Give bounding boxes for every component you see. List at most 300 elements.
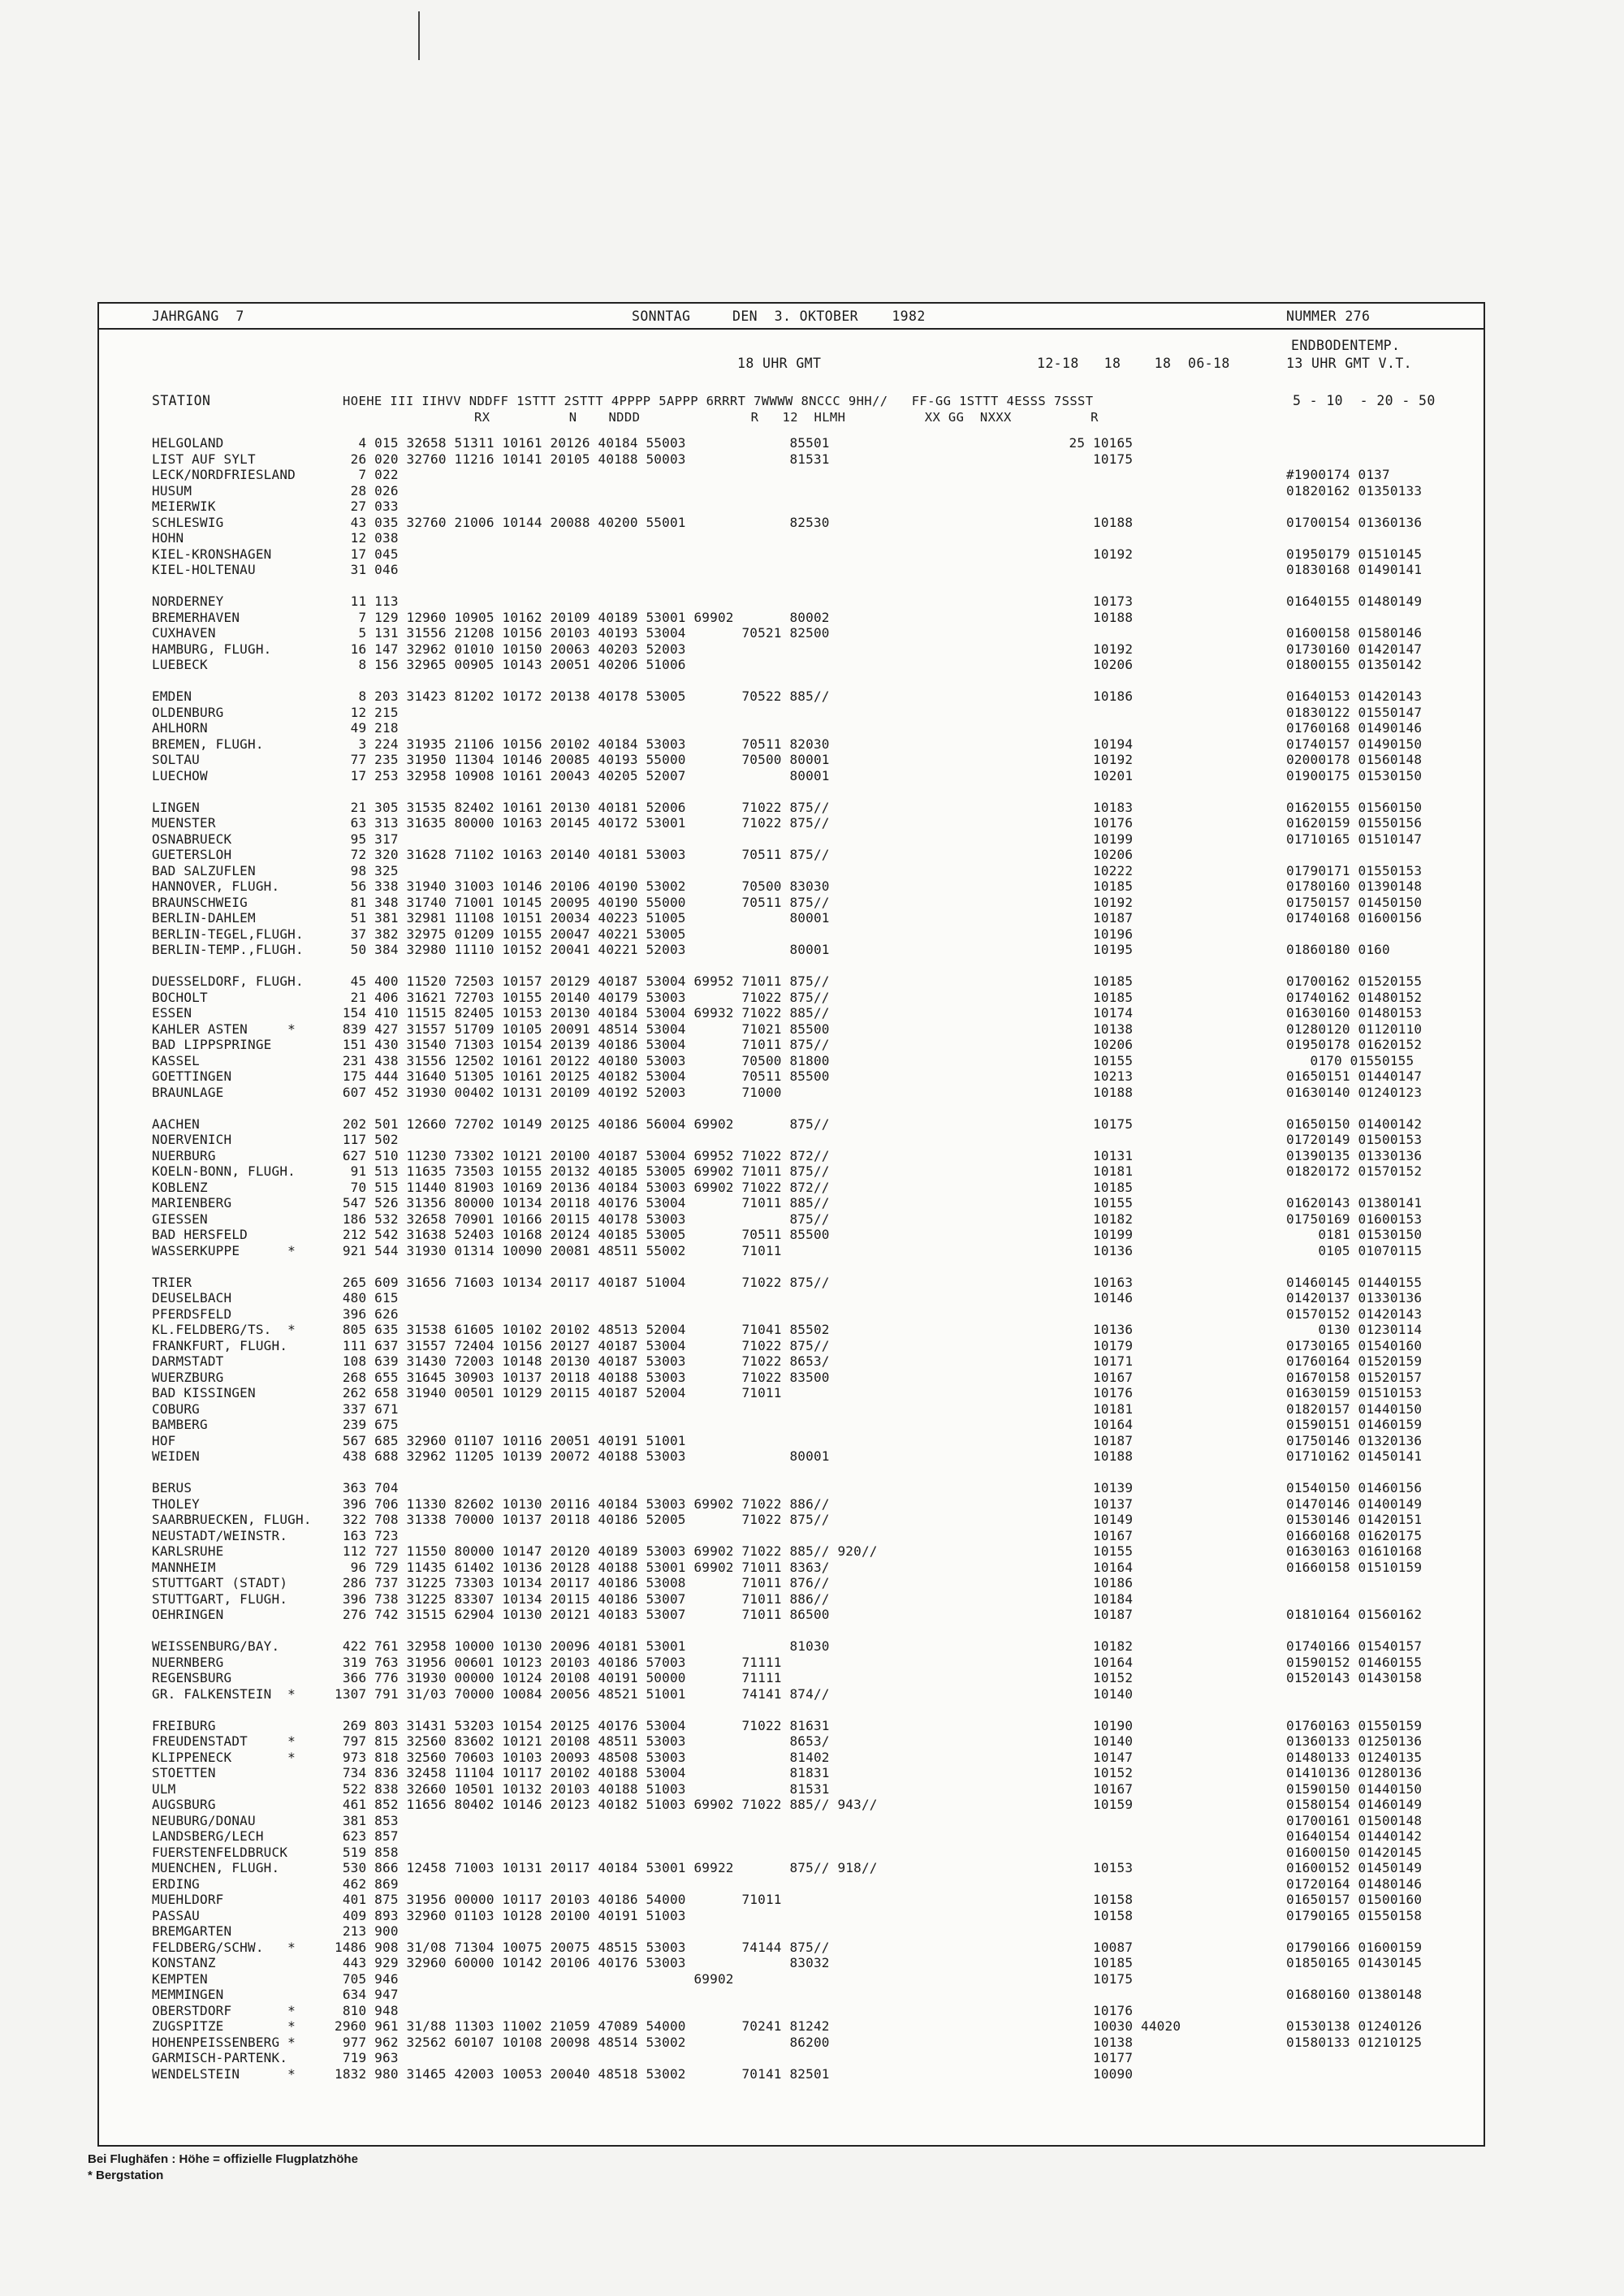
station-name: PASSAU: [152, 1907, 200, 1923]
synop-row: 438 688 32962 11205 10139 20072 40188 53003 80001: [335, 1448, 830, 1464]
station-name: HELGOLAND: [152, 435, 224, 451]
synop-row: 268 655 31645 30903 10137 20118 40188 53003 71022 83500: [335, 1369, 830, 1385]
group-spacer: [152, 578, 312, 594]
station-name: KOBLENZ: [152, 1179, 208, 1195]
station-name: COBURG: [152, 1400, 200, 1417]
synop-row: 12 215: [335, 704, 399, 720]
group-spacer: [1286, 530, 1422, 546]
station-name: BREMEN, FLUGH.: [152, 736, 264, 752]
group-spacer: [335, 1258, 878, 1275]
footnote-mountain-station: * Bergstation: [88, 2169, 164, 2182]
period-row: 10131: [1045, 1147, 1134, 1163]
synop-row: 522 838 32660 10501 10132 20103 40188 51003 81531: [335, 1780, 830, 1797]
station-name: MARIENBERG: [152, 1195, 232, 1211]
station-name: PFERDSFELD: [152, 1306, 232, 1322]
group-spacer: [1286, 1465, 1422, 1481]
station-name: BREMERHAVEN: [152, 609, 240, 625]
station-name: ULM: [152, 1780, 176, 1797]
period-row: 10192: [1045, 752, 1134, 767]
period-row: 10199: [1045, 831, 1134, 847]
period-row: 10167: [1045, 1369, 1134, 1385]
soil-temp-row: 01740166 01540157: [1286, 1638, 1423, 1654]
period-row: 10153: [1045, 1860, 1134, 1875]
soil-temp-row: 01480133 01240135: [1286, 1749, 1423, 1765]
period-row: 10177: [1045, 2050, 1134, 2065]
station-name: OEHRINGEN: [152, 1607, 224, 1622]
synop-row: 276 742 31515 62904 10130 20121 40183 53007 71011 86500: [335, 1607, 830, 1622]
period-row: 10138: [1045, 2034, 1134, 2050]
station-name: NUERNBERG: [152, 1654, 224, 1670]
group-spacer: [1286, 1180, 1422, 1196]
soil-temp-row: 01590150 01440150: [1286, 1780, 1423, 1797]
period-row: 10206: [1045, 847, 1134, 862]
soil-temp-row: 01740168 01600156: [1286, 910, 1423, 926]
synop-row: 567 685 32960 01107 10116 20051 40191 51001: [335, 1432, 686, 1448]
station-name: MEMMINGEN: [152, 1987, 224, 2002]
soil-temp-row: 01790171 01550153: [1286, 862, 1423, 878]
issue-number: NUMMER 276: [1286, 309, 1371, 324]
group-spacer: [1286, 673, 1422, 689]
synop-row: 213 900: [335, 1923, 399, 1939]
synop-row: 396 626: [335, 1306, 399, 1322]
group-spacer: [152, 1258, 312, 1275]
period-row: 10139: [1045, 1480, 1134, 1495]
synop-row: 17 253 32958 10908 10161 20043 40205 52007 80001: [335, 767, 830, 783]
group-spacer: [1286, 926, 1422, 943]
station-name: ESSEN: [152, 1005, 192, 1021]
group-spacer: [1286, 451, 1422, 468]
period-row: 10185: [1045, 878, 1134, 894]
station-name: BERLIN-TEMP.,FLUGH.: [152, 942, 304, 957]
soil-temp-row: 01760168 01490146: [1286, 720, 1423, 736]
station-name: KONSTANZ: [152, 1955, 216, 1970]
period-row: 10173: [1045, 593, 1134, 609]
period-row: 10175: [1045, 1970, 1134, 1987]
soil-time-label: 13 UHR GMT V.T.: [1286, 356, 1413, 371]
synop-row: 51 381 32981 11108 10151 20034 40223 51005 80001: [335, 910, 830, 926]
synop-row: 91 513 11635 73503 10155 20132 40185 53005 69902 71011 875//: [335, 1163, 830, 1179]
group-spacer: [152, 1465, 312, 1481]
synop-row: 269 803 31431 53203 10154 20125 40176 53004 71022 81631: [335, 1717, 830, 1733]
period-row: 10186: [1045, 1575, 1134, 1590]
period-row: 10187: [1045, 1432, 1134, 1448]
period-row: 10140: [1045, 1685, 1134, 1702]
period-row: 10188: [1045, 514, 1134, 530]
period-row: 10138: [1045, 1021, 1134, 1037]
station-name: MUENCHEN, FLUGH.: [152, 1860, 280, 1875]
synop-row: 921 544 31930 01314 10090 20081 48511 55002 71011: [335, 1242, 782, 1258]
station-name: TRIER: [152, 1274, 192, 1290]
soil-temp-row: 01630163 01610168: [1286, 1543, 1423, 1559]
soil-temp-row: 01570152 01420143: [1286, 1306, 1423, 1322]
station-name: SOLTAU: [152, 752, 200, 767]
soil-temp-row: 01620143 01380141: [1286, 1195, 1423, 1211]
synop-row: 734 836 32458 11104 10117 20102 40188 53004 81831: [335, 1765, 830, 1780]
period-row: 10137: [1045, 1495, 1134, 1512]
soil-temp-row: 01700154 01360136: [1286, 514, 1423, 530]
synop-row: 21 406 31621 72703 10155 20140 40179 53003 71022 875//: [335, 989, 830, 1005]
group-spacer: [1045, 705, 1181, 721]
period-row: 10149: [1045, 1512, 1134, 1527]
soil-temp-row: 01820172 01570152: [1286, 1163, 1423, 1179]
soil-temp-row: 01710162 01450141: [1286, 1448, 1423, 1464]
period-row: 10164: [1045, 1654, 1134, 1670]
period-row: 10185: [1045, 973, 1134, 989]
footnote-airports: Bei Flughäfen : Höhe = offizielle Flugplatzhöhe: [88, 2152, 358, 2166]
station-name: KASSEL: [152, 1052, 200, 1068]
period-row: 10158: [1045, 1907, 1134, 1923]
soil-temp-row: 01630159 01510153: [1286, 1385, 1423, 1400]
station-name: BAD SALZUFLEN: [152, 862, 256, 878]
weather-report-table: [97, 302, 1485, 2147]
period-row: 10155: [1045, 1543, 1134, 1559]
soil-temp-row: 01620159 01550156: [1286, 815, 1423, 831]
soil-temp-row: 01700161 01500148: [1286, 1812, 1423, 1828]
station-name: KLIPPENECK *: [152, 1749, 296, 1765]
group-spacer: [1045, 578, 1181, 594]
group-spacer: [152, 1623, 312, 1639]
period-row: 10192: [1045, 641, 1134, 657]
synop-row: 117 502: [335, 1132, 399, 1147]
station-name: OLDENBURG: [152, 704, 224, 720]
synop-row: 17 045: [335, 546, 399, 562]
soil-temp-row: 01710165 01510147: [1286, 831, 1423, 847]
station-name: SAARBRUECKEN, FLUGH.: [152, 1512, 312, 1527]
synop-row: 705 946 69902: [335, 1970, 734, 1987]
synop-row: 154 410 11515 82405 10153 20130 40184 53004 69932 71022 885//: [335, 1005, 830, 1021]
period-row: 10181: [1045, 1163, 1134, 1179]
group-spacer: [335, 1100, 878, 1116]
group-spacer: [1286, 2003, 1422, 2019]
soil-temp-row: 01790166 01600159: [1286, 1939, 1423, 1955]
period-row: 10174: [1045, 1005, 1134, 1021]
group-spacer: [335, 783, 878, 800]
station-name: HANNOVER, FLUGH.: [152, 878, 280, 894]
synop-row: 70 515 11440 81903 10169 20136 40184 53003 69902 71022 872//: [335, 1179, 830, 1195]
group-spacer: [1045, 1100, 1181, 1116]
station-name: BAD KISSINGEN: [152, 1385, 256, 1400]
period-row: 10181: [1045, 1400, 1134, 1417]
station-name: LECK/NORDFRIESLAND: [152, 467, 296, 482]
report-date: SONNTAG DEN 3. OKTOBER 1982: [632, 309, 926, 324]
group-spacer: [1045, 1306, 1181, 1323]
period-row: 10186: [1045, 688, 1134, 704]
period-row: 10164: [1045, 1417, 1134, 1432]
station-name: WASSERKUPPE *: [152, 1242, 296, 1258]
period-row: 10185: [1045, 989, 1134, 1005]
group-spacer: [335, 1702, 878, 1718]
period-row: 10164: [1045, 1559, 1134, 1575]
synop-row: 337 671: [335, 1400, 399, 1417]
station-name: MUENSTER: [152, 815, 216, 831]
group-spacer: [152, 1702, 312, 1718]
soil-temp-row: 02000178 01560148: [1286, 752, 1423, 767]
station-name: MUEHLDORF: [152, 1892, 224, 1907]
synop-row: 519 858: [335, 1844, 399, 1860]
station-name: THOLEY: [152, 1495, 200, 1512]
station-name: KIEL-HOLTENAU: [152, 562, 256, 577]
synop-row: 396 706 11330 82602 10130 20116 40184 53003 69902 71022 886//: [335, 1495, 830, 1512]
synop-row: 1307 791 31/03 70000 10084 20056 48521 51001 74141 874//: [335, 1685, 830, 1702]
soil-temp-row: 01800155 01350142: [1286, 657, 1423, 672]
soil-temp-row: 01630140 01240123: [1286, 1084, 1423, 1100]
station-name: FUERSTENFELDBRUCK: [152, 1844, 288, 1860]
synop-row: 396 738 31225 83307 10134 20115 40186 53007 71011 886//: [335, 1590, 830, 1607]
station-name: WEIDEN: [152, 1448, 200, 1464]
group-spacer: [1045, 1813, 1181, 1829]
station-name: ZUGSPITZE *: [152, 2018, 296, 2034]
soil-temp-row: 01730160 01420147: [1286, 641, 1423, 657]
group-spacer: [1045, 467, 1181, 483]
synop-row: 27 033: [335, 498, 399, 514]
period-row: 10090: [1045, 2065, 1134, 2082]
group-spacer: [1045, 1828, 1181, 1845]
station-name: MANNHEIM: [152, 1559, 216, 1575]
period-row: 10158: [1045, 1892, 1134, 1907]
synop-row: 28 026: [335, 482, 399, 498]
synop-row: 26 020 32760 11216 10141 20105 40188 50003 81531: [335, 451, 830, 467]
station-name: WEISSENBURG/BAY.: [152, 1638, 280, 1654]
soil-temperature-data: [1286, 435, 1422, 2066]
station-name: LUECHOW: [152, 767, 208, 783]
synop-row: 973 818 32560 70603 10103 20093 48508 53003 81402: [335, 1749, 830, 1765]
station-name: WUERZBURG: [152, 1369, 224, 1385]
station-name: HUSUM: [152, 482, 192, 498]
synop-row: 231 438 31556 12502 10161 20122 40180 53003 70500 81800: [335, 1052, 830, 1068]
group-spacer: [1045, 625, 1181, 641]
period-row: 10175: [1045, 1116, 1134, 1132]
soil-temp-row: 0105 01070115: [1286, 1242, 1423, 1258]
synop-row: 151 430 31540 71303 10154 20139 40186 53004 71011 875//: [335, 1037, 830, 1052]
group-spacer: [1286, 2050, 1422, 2066]
station-name: FREIBURG: [152, 1717, 216, 1733]
synop-row: 366 776 31930 00000 10124 20108 40191 50000 71111: [335, 1670, 782, 1685]
station-name: GOETTINGEN: [152, 1068, 232, 1084]
synop-row: 381 853: [335, 1812, 399, 1828]
synop-row: 805 635 31538 61605 10102 20102 48513 52004 71041 85502: [335, 1322, 830, 1337]
group-spacer: [1286, 1258, 1422, 1275]
synop-row: 112 727 11550 80000 10147 20120 40189 53003 69902 71022 885// 920//: [335, 1543, 878, 1559]
period-row: 10147: [1045, 1749, 1134, 1765]
soil-temp-row: 01750169 01600153: [1286, 1211, 1423, 1227]
synop-row: 16 147 32962 01010 10150 20063 40203 52003: [335, 641, 686, 657]
station-name: LUEBECK: [152, 657, 208, 672]
synop-row: 530 866 12458 71003 10131 20117 40184 53001 69922 875// 918//: [335, 1860, 878, 1875]
synop-row: 1832 980 31465 42003 10053 20040 48518 53002 70141 82501: [335, 2065, 830, 2082]
soil-temp-row: 01280120 01120110: [1286, 1021, 1423, 1037]
period-row: 10167: [1045, 1527, 1134, 1543]
station-name: GARMISCH-PARTENK.: [152, 2050, 288, 2065]
period-row: 10206: [1045, 657, 1134, 672]
station-name: GR. FALKENSTEIN *: [152, 1685, 296, 1702]
station-name: BAD HERSFELD: [152, 1227, 248, 1242]
period-row: 10196: [1045, 926, 1134, 942]
period-row: 10152: [1045, 1670, 1134, 1685]
synop-row: 186 532 32658 70901 10166 20115 40178 53003 875//: [335, 1211, 830, 1227]
station-name: KL.FELDBERG/TS. *: [152, 1322, 296, 1337]
station-name: STUTTGART (STADT): [152, 1575, 288, 1590]
soil-temp-row: 01640154 01440142: [1286, 1828, 1423, 1844]
synop-row: 45 400 11520 72503 10157 20129 40187 53004 69952 71011 875//: [335, 973, 830, 989]
soil-temp-row: 01540150 01460156: [1286, 1480, 1423, 1495]
period-row: 10136: [1045, 1322, 1134, 1337]
synop-row: 8 156 32965 00905 10143 20051 40206 51006: [335, 657, 686, 672]
group-spacer: [1286, 847, 1422, 863]
station-name: LIST AUF SYLT: [152, 451, 256, 467]
station-name: EMDEN: [152, 688, 192, 704]
station-name: LANDSBERG/LECH: [152, 1828, 264, 1844]
station-name: AUGSBURG: [152, 1797, 216, 1812]
synop-row: 49 218: [335, 720, 399, 736]
station-name: KOELN-BONN, FLUGH.: [152, 1163, 296, 1179]
synop-row: 111 637 31557 72404 10156 20127 40187 53004 71022 875//: [335, 1337, 830, 1353]
station-name: BRAUNSCHWEIG: [152, 894, 248, 910]
station-name: FELDBERG/SCHW. *: [152, 1939, 296, 1955]
period-row: 10188: [1045, 609, 1134, 625]
period-row: 10159: [1045, 1797, 1134, 1812]
station-name: SCHLESWIG: [152, 514, 224, 530]
synop-row: 12 038: [335, 530, 399, 546]
group-spacer: [335, 1623, 878, 1639]
group-spacer: [1286, 1686, 1422, 1703]
group-spacer: [335, 673, 878, 689]
station-name: NUERBURG: [152, 1147, 216, 1163]
group-spacer: [1286, 435, 1422, 451]
synop-row: 98 325: [335, 862, 399, 878]
soil-temp-row: 01410136 01280136: [1286, 1765, 1423, 1780]
station-name: STOETTEN: [152, 1765, 216, 1780]
period-data: [1045, 435, 1181, 2082]
period-row: 10136: [1045, 1242, 1134, 1258]
soil-temp-row: 01670158 01520157: [1286, 1369, 1423, 1385]
group-spacer: [1045, 783, 1181, 800]
period-row: 10175: [1045, 451, 1134, 467]
soil-temp-row: 01820157 01440150: [1286, 1400, 1423, 1417]
station-name: NEUSTADT/WEINSTR.: [152, 1527, 288, 1543]
soil-temp-row: 01390135 01330136: [1286, 1147, 1423, 1163]
period-row: 10155: [1045, 1052, 1134, 1068]
synop-row: 77 235 31950 11304 10146 20085 40193 55000 70500 80001: [335, 752, 830, 767]
synop-row: 4 015 32658 51311 10161 20126 40184 55003 85501: [335, 435, 830, 451]
soil-temp-row: 01650151 01440147: [1286, 1068, 1423, 1084]
soil-temp-row: 01600152 01450149: [1286, 1860, 1423, 1875]
group-spacer: [1286, 1575, 1422, 1591]
station-name: OSNABRUECK: [152, 831, 232, 847]
period-row: 10179: [1045, 1337, 1134, 1353]
soil-temp-row: 01530138 01240126: [1286, 2018, 1423, 2034]
soil-temp-row: 01950178 01620152: [1286, 1037, 1423, 1052]
synop-row: 7 129 12960 10905 10162 20109 40189 53001 69902 80002: [335, 609, 830, 625]
soil-temp-row: 01630160 01480153: [1286, 1005, 1423, 1021]
group-spacer: [152, 1100, 312, 1116]
soil-temp-row: 01740162 01480152: [1286, 989, 1423, 1005]
period-row: 10194: [1045, 736, 1134, 752]
synop-row: 810 948: [335, 2002, 399, 2018]
group-spacer: [1045, 1845, 1181, 1861]
group-spacer: [1286, 958, 1422, 974]
synop-row: 7 022: [335, 467, 399, 482]
soil-temp-row: 01740157 01490150: [1286, 736, 1423, 752]
period-row: 10201: [1045, 767, 1134, 783]
station-column-header: STATION: [152, 393, 211, 408]
synop-row: 401 875 31956 00000 10117 20103 40186 54000 71011: [335, 1892, 782, 1907]
station-names: [152, 435, 312, 2082]
group-spacer: [335, 578, 878, 594]
soil-temp-row: 01620155 01560150: [1286, 799, 1423, 815]
soil-temp-row: 01780160 01390148: [1286, 878, 1423, 894]
soil-temp-row: 01760163 01550159: [1286, 1717, 1423, 1733]
synop-row: 409 893 32960 01103 10128 20100 40191 51003: [335, 1907, 686, 1923]
synop-row: 108 639 31430 72003 10148 20130 40187 53003 71022 8653/: [335, 1353, 830, 1369]
station-name: BERLIN-TEGEL,FLUGH.: [152, 926, 304, 942]
soil-temp-row: 0170 01550155: [1286, 1052, 1415, 1068]
synop-row: 2960 961 31/88 11303 11002 21059 47089 54000 70241 81242: [335, 2018, 830, 2034]
group-spacer: [1286, 1702, 1422, 1718]
group-spacer: [335, 1465, 878, 1481]
synop-row: 8 203 31423 81202 10172 20138 40178 53005 70522 885//: [335, 688, 830, 704]
station-name: ERDING: [152, 1875, 200, 1892]
synop-row: 462 869: [335, 1875, 399, 1892]
volume-label: JAHRGANG 7: [152, 309, 244, 324]
station-name: DEUSELBACH: [152, 1290, 232, 1306]
soil-temp-row: 01720164 01480146: [1286, 1875, 1423, 1892]
depth-column-header: 5 - 10 - 20 - 50: [1293, 393, 1436, 408]
synop-row: 797 815 32560 83602 10121 20108 48511 53003 8653/: [335, 1733, 830, 1749]
station-name: WENDELSTEIN *: [152, 2065, 296, 2082]
group-spacer: [1286, 1923, 1422, 1940]
group-spacer: [1286, 1591, 1422, 1608]
station-name: BAD LIPPSPRINGE: [152, 1037, 272, 1052]
soil-temp-row: 01460145 01440155: [1286, 1274, 1423, 1290]
synop-row: 623 857: [335, 1828, 399, 1844]
soil-temp-row: 01590152 01460155: [1286, 1654, 1423, 1670]
period-labels: 12-18 18 18 06-18: [1037, 356, 1230, 371]
station-name: BREMGARTEN: [152, 1923, 232, 1939]
soil-temp-row: 01750157 01450150: [1286, 894, 1423, 910]
station-name: BAMBERG: [152, 1417, 208, 1432]
station-name: DUESSELDORF, FLUGH.: [152, 973, 304, 989]
period-row: 10182: [1045, 1638, 1134, 1654]
station-name: LINGEN: [152, 799, 200, 815]
station-name: HOHENPEISSENBERG *: [152, 2034, 296, 2050]
synop-row: 5 131 31556 21208 10156 20103 40193 53004 70521 82500: [335, 625, 830, 641]
station-name: HOF: [152, 1432, 176, 1448]
soil-temp-row: 01750146 01320136: [1286, 1432, 1423, 1448]
soil-temp-row: 01580154 01460149: [1286, 1797, 1423, 1812]
group-spacer: [1045, 1987, 1181, 2003]
soil-temp-row: 01470146 01400149: [1286, 1495, 1423, 1512]
group-spacer: [1045, 562, 1181, 578]
synop-row: 212 542 31638 52403 10168 20124 40185 53005 70511 85500: [335, 1227, 830, 1242]
period-row: 10190: [1045, 1717, 1134, 1733]
soil-temp-row: 01680160 01380148: [1286, 1987, 1423, 2002]
synop-row: 1486 908 31/08 71304 10075 20075 48515 53003 74144 875//: [335, 1939, 830, 1955]
synop-row: 50 384 32980 11110 10152 20041 40221 52003 80001: [335, 942, 830, 957]
period-row: 10222: [1045, 862, 1134, 878]
soil-temp-label: ENDBODENTEMP.: [1291, 338, 1401, 353]
group-spacer: [1045, 483, 1181, 499]
period-row: 10087: [1045, 1939, 1134, 1955]
synop-data: [335, 435, 878, 2082]
group-spacer: [1286, 578, 1422, 594]
synop-row: 319 763 31956 00601 10123 20103 40186 57003 71111: [335, 1654, 782, 1670]
synop-row: 3 224 31935 21106 10156 20102 40184 53003 70511 82030: [335, 736, 830, 752]
synop-row: 37 382 32975 01209 10155 20047 40221 53005: [335, 926, 686, 942]
soil-temp-row: 01580133 01210125: [1286, 2034, 1423, 2050]
station-name: AACHEN: [152, 1116, 200, 1132]
station-name: CUXHAVEN: [152, 625, 216, 641]
synop-row: 63 313 31635 80000 10163 20145 40172 53001 71022 875//: [335, 815, 830, 831]
